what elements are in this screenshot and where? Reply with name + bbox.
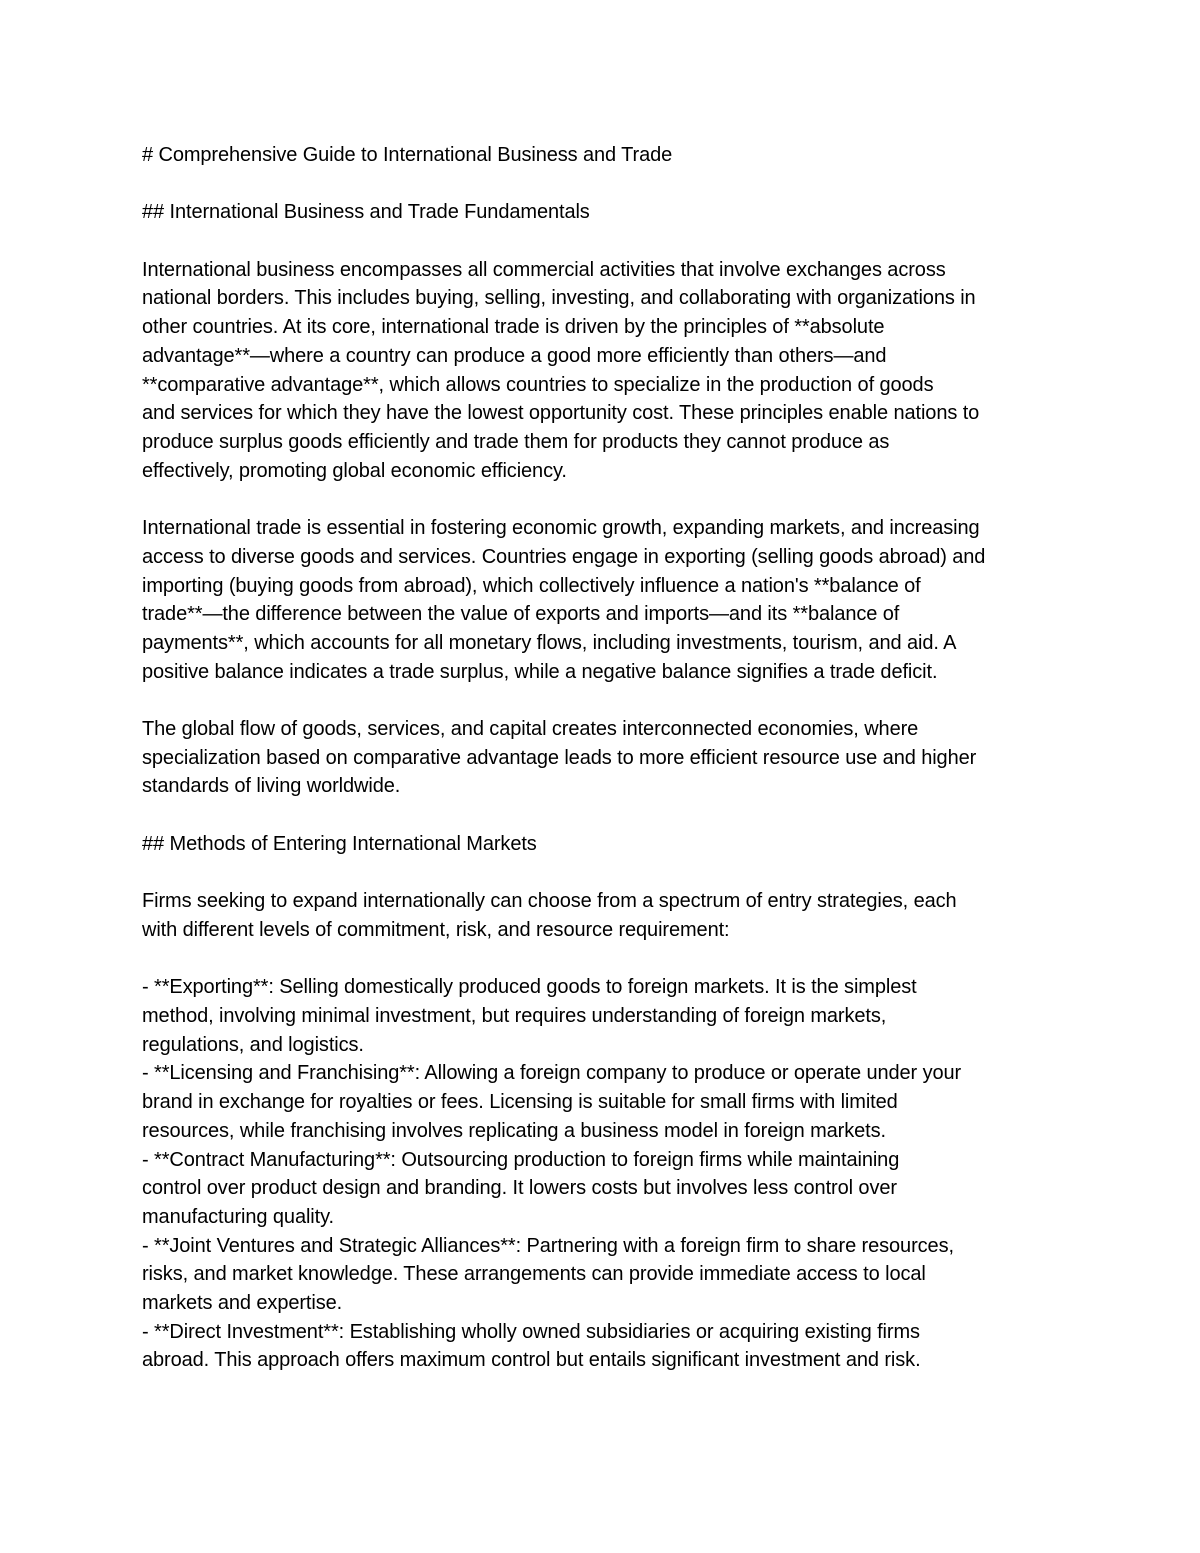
paragraph-global-flow: The global flow of goods, services, and capital creates interconnected economies, where specialization based on comparative advantage leads to more efficient resource use and higher standards of living worldwide. bbox=[142, 718, 977, 798]
section-heading-entry-methods: ## Methods of Entering International Markets bbox=[142, 832, 537, 855]
list-item-licensing-franchising: - **Licensing and Franchising**: Allowing a foreign company to produce or operate under your brand in exchange for royalties or fees. Licensing is suitable for small firms with limited resources, while franchising involves replicating a business model in foreign markets. bbox=[142, 1062, 962, 1142]
paragraph-international-business: International business encompasses all commercial activities that involve exchanges across national borders. This includes buying, selling, investing, and collaborating with organizations in other countries. At its core, international trade is driven by the principles of **absolute advantage**—where a country can produce a good more efficiently than others—and **comparative advantage**, which allows countries to specialize in the production of goods and services for which they have the lowest opportunity cost. These principles enable nations to produce surplus goods efficiently and trade them for products they cannot produce as effectively, promoting global economic efficiency. bbox=[142, 258, 980, 482]
paragraph-entry-intro: Firms seeking to expand internationally can choose from a spectrum of entry strategies, each with different levels of commitment, risk, and resource requirement: bbox=[142, 890, 957, 941]
spacer bbox=[142, 485, 1062, 514]
spacer bbox=[142, 686, 1062, 715]
document-title: # Comprehensive Guide to International Business and Trade bbox=[142, 144, 673, 166]
list-item-joint-ventures: - **Joint Ventures and Strategic Alliances**: Partnering with a foreign firm to share resources, risks, and market knowledge. These arrangements can provide immediate access to local markets and expertise. bbox=[142, 1234, 954, 1315]
section-heading-fundamentals: ## International Business and Trade Fundamentals bbox=[142, 201, 590, 224]
document-page bbox=[142, 141, 1062, 1375]
spacer bbox=[142, 945, 1062, 974]
spacer bbox=[142, 859, 1062, 888]
paragraph-international-trade: International trade is essential in fostering economic growth, expanding markets, and increasing access to diverse goods and services. Countries engage in exporting (selling goods abroad) and importing (buying goods from abroad), which collectively influence a nation's **balance of trade**—the difference between the value of exports and imports—and its **balance of payments**, which accounts for all monetary flows, including investments, tourism, and aid. A positive balance indicates a trade surplus, while a negative balance signifies a trade deficit. bbox=[142, 517, 986, 683]
list-item-contract-manufacturing: - **Contract Manufacturing**: Outsourcing production to foreign firms while maintaining control over product design and branding. It lowers costs but involves less control over manufacturing quality. bbox=[142, 1148, 900, 1228]
list-item-exporting: - **Exporting**: Selling domestically produced goods to foreign markets. It is the simplest method, involving minimal investment, but requires understanding of foreign markets, regulations, and logistics. bbox=[142, 976, 917, 1056]
list-item-direct-investment: - **Direct Investment**: Establishing wholly owned subsidiaries or acquiring existing firms abroad. This approach offers maximum control but entails significant investment and risk. bbox=[142, 1320, 921, 1372]
spacer bbox=[142, 170, 1062, 199]
spacer bbox=[142, 801, 1062, 830]
spacer bbox=[142, 227, 1062, 256]
entry-methods-list bbox=[142, 973, 1062, 1375]
